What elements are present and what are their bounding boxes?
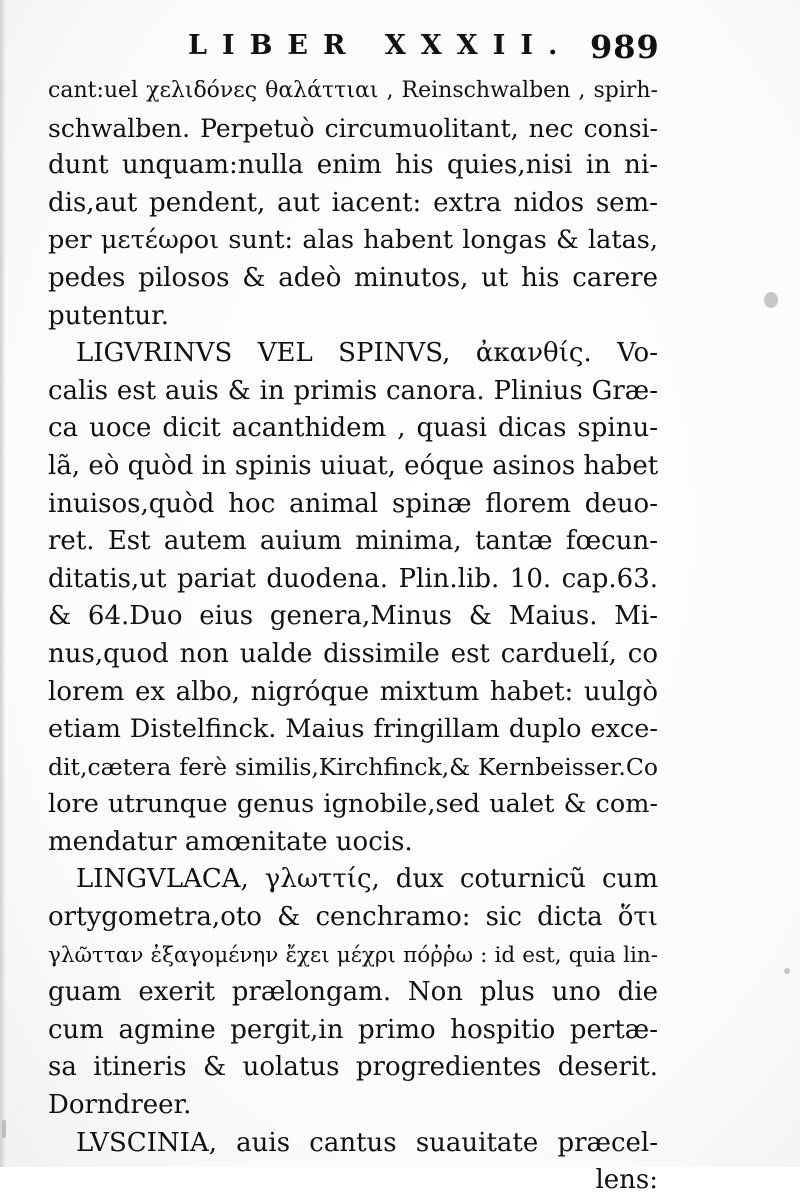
text-line: sa itineris & uolatus progredientes deserit. [48, 1052, 658, 1083]
text-line: etiam Distelfinck. Maius fringillam duplo exce- [48, 714, 658, 745]
text-line: dunt unquam:nulla enim his quies,nisi in ni- [48, 150, 658, 181]
text-line: schwalben. Perpetuò circumuolitant, nec consi- [48, 113, 658, 143]
page-header [0, 30, 800, 70]
text-line: calis est auis & in primis canora. Plinius Græ- [48, 375, 658, 406]
text-line: ditatis,ut pariat duodena. Plin.lib. 10. cap.63. [48, 563, 658, 594]
text-line: lorem ex albo, nigróque mixtum habet: uulgò [48, 676, 658, 707]
text-line: lã, eò quòd in spinis uiuat, eóque asinos habet [48, 450, 659, 481]
text-line: γλῶτταν ἐξαγομένην ἔχει μέχρι πόῤῥω : id est, quia lin- [48, 942, 658, 968]
entry-heading-line: LIGVRINVS VEL SPINVS, ἀκανθίς. Vo- [76, 338, 658, 369]
text-line: dit,cætera ferè similis,Kirchfinck,& Kernbeisser.Co [48, 752, 658, 781]
text-line: lore utrunque genus ignobile,sed ualet & com- [48, 789, 658, 820]
entry-heading-line: LVSCINIA, auis cantus suauitate præcel- [76, 1127, 658, 1158]
text-line: cant:uel χελιδόνες θαλάττιαι , Reinschwalben , spirh- [48, 78, 658, 103]
text-line: Dorndreer. [48, 1090, 192, 1121]
text-line: ca uoce dicit acanthidem , quasi dicas spinu- [48, 413, 658, 444]
body-text [48, 72, 658, 1200]
ink-spot [2, 1120, 6, 1138]
text-line: pedes pilosos & adeò minutos, ut his carere [48, 262, 658, 293]
text-line: nus,quod non ualde dissimile est carduelí, co [48, 638, 658, 669]
text-line: per μετέωροι sunt: alas habent longas & latas, [48, 225, 658, 256]
text-line: ortygometra,oto & cenchramo: sic dicta ὅτι [48, 902, 658, 933]
entry-heading-line: LINGVLACA, γλωττίς, dux coturnicũ cum [76, 864, 658, 895]
text-line: putentur. [48, 300, 169, 331]
text-line: cum agmine pergit,in primo hospitio pertæ- [48, 1014, 658, 1045]
ink-spot [784, 968, 790, 974]
text-line: dis,aut pendent, aut iacent: extra nidos sem- [48, 187, 658, 218]
page-number: 989 [590, 28, 660, 66]
page-edge-shadow [0, 0, 6, 1167]
text-line: ret. Est autem auium minima, tantæ fœcun- [48, 526, 658, 557]
text-line: lens: [595, 1165, 658, 1196]
text-line: mendatur amœnitate uocis. [48, 826, 413, 857]
text-line: guam exerit prælongam. Non plus uno die [48, 977, 658, 1008]
ink-spot [764, 292, 778, 308]
text-line: inuisos,quòd hoc animal spinæ florem deuo- [48, 488, 658, 519]
running-title: LIBER XXXII. [188, 30, 573, 61]
text-line: & 64.Duo eius genera,Minus & Maius. Mi- [48, 601, 658, 632]
